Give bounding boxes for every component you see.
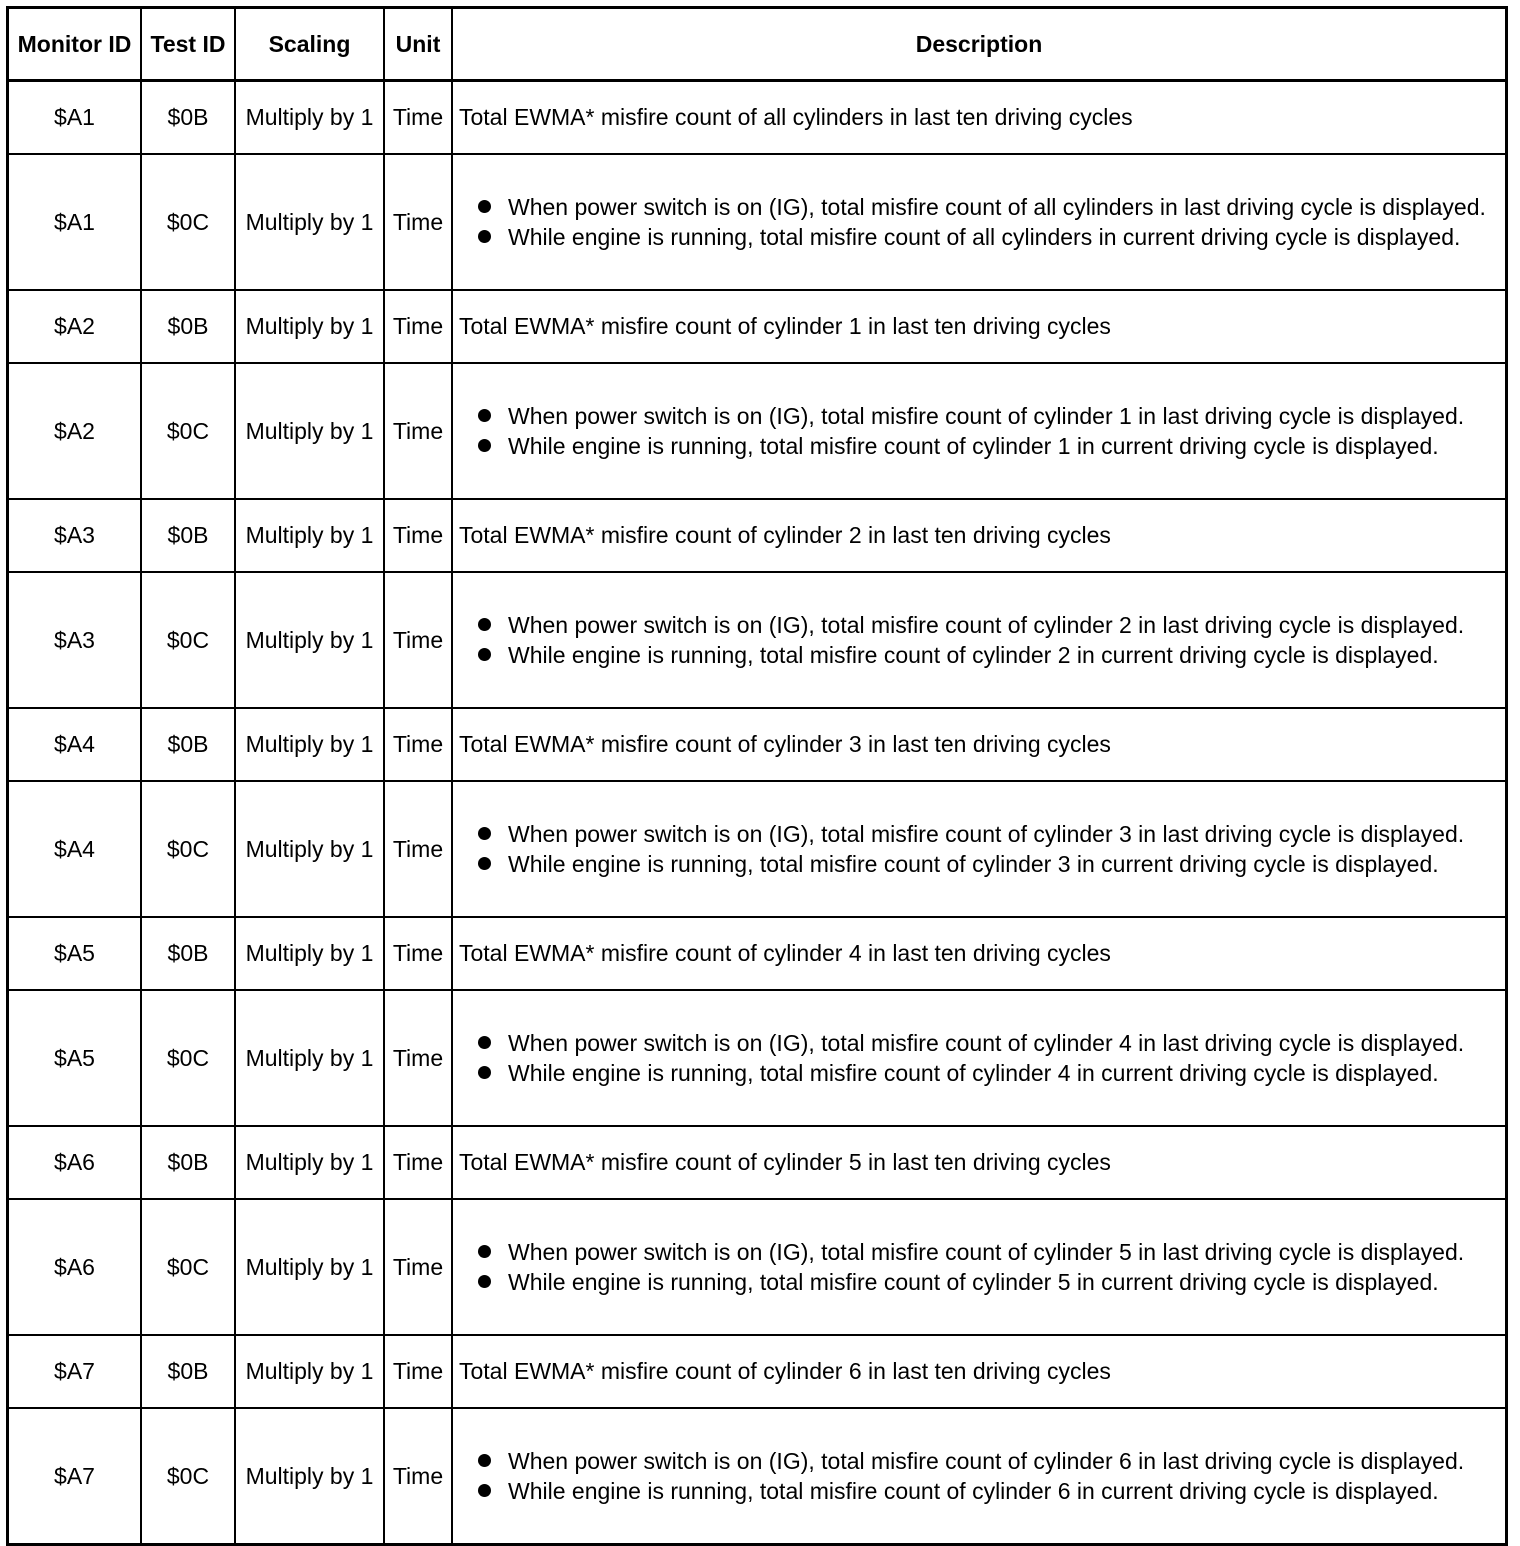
monitor-id-cell: $A7 (8, 1335, 142, 1408)
test-id-cell: $0C (141, 1199, 235, 1335)
description-bullet-item: While engine is running, total misfire count of cylinder 6 in current driving cycle is displayed. (508, 1476, 1499, 1506)
table-row (8, 708, 1507, 781)
unit-cell: Time (384, 781, 452, 917)
description-text: Total EWMA* misfire count of cylinder 1 in last ten driving cycles (459, 313, 1111, 339)
monitor-id-cell: $A2 (8, 363, 142, 499)
description-cell (452, 290, 1507, 363)
scaling-cell: Multiply by 1 (235, 781, 384, 917)
table-row (8, 990, 1507, 1126)
test-id-cell: $0C (141, 1408, 235, 1545)
scaling-cell: Multiply by 1 (235, 290, 384, 363)
table-row (8, 154, 1507, 290)
unit-cell: Time (384, 363, 452, 499)
table-row (8, 363, 1507, 499)
description-cell (452, 990, 1507, 1126)
header-unit: Unit (384, 8, 452, 81)
monitor-id-cell: $A7 (8, 1408, 142, 1545)
scaling-cell: Multiply by 1 (235, 572, 384, 708)
test-id-cell: $0C (141, 154, 235, 290)
test-id-cell: $0C (141, 572, 235, 708)
scaling-cell: Multiply by 1 (235, 708, 384, 781)
table-row (8, 81, 1507, 155)
description-text: Total EWMA* misfire count of cylinder 3 in last ten driving cycles (459, 731, 1111, 757)
description-text: Total EWMA* misfire count of cylinder 6 in last ten driving cycles (459, 1358, 1111, 1384)
unit-cell: Time (384, 1408, 452, 1545)
table-row (8, 917, 1507, 990)
description-bullet-item: While engine is running, total misfire count of cylinder 2 in current driving cycle is displayed. (508, 640, 1499, 670)
scaling-cell: Multiply by 1 (235, 154, 384, 290)
monitor-id-cell: $A3 (8, 572, 142, 708)
description-cell (452, 781, 1507, 917)
description-text: Total EWMA* misfire count of cylinder 5 in last ten driving cycles (459, 1149, 1111, 1175)
unit-cell: Time (384, 990, 452, 1126)
description-bullet-item: When power switch is on (IG), total misfire count of cylinder 6 in last driving cycle is displayed. (508, 1446, 1499, 1476)
table-row (8, 1199, 1507, 1335)
description-cell (452, 1335, 1507, 1408)
scaling-cell: Multiply by 1 (235, 917, 384, 990)
monitor-id-cell: $A6 (8, 1126, 142, 1199)
description-bullet-list (453, 1028, 1505, 1088)
description-bullet-item: When power switch is on (IG), total misfire count of cylinder 4 in last driving cycle is displayed. (508, 1028, 1499, 1058)
scaling-cell: Multiply by 1 (235, 1335, 384, 1408)
unit-cell: Time (384, 1199, 452, 1335)
monitor-id-cell: $A3 (8, 499, 142, 572)
unit-cell: Time (384, 708, 452, 781)
header-monitor-id: Monitor ID (8, 8, 142, 81)
test-id-cell: $0C (141, 363, 235, 499)
description-cell (452, 708, 1507, 781)
test-id-cell: $0B (141, 1126, 235, 1199)
monitor-id-cell: $A2 (8, 290, 142, 363)
test-id-cell: $0B (141, 917, 235, 990)
unit-cell: Time (384, 917, 452, 990)
monitor-id-cell: $A4 (8, 781, 142, 917)
description-bullet-item: When power switch is on (IG), total misfire count of cylinder 1 in last driving cycle is displayed. (508, 401, 1499, 431)
scaling-cell: Multiply by 1 (235, 1126, 384, 1199)
description-bullet-item: When power switch is on (IG), total misfire count of cylinder 2 in last driving cycle is displayed. (508, 610, 1499, 640)
description-bullet-list (453, 401, 1505, 461)
description-cell (452, 363, 1507, 499)
scaling-cell: Multiply by 1 (235, 81, 384, 155)
description-bullet-item: When power switch is on (IG), total misfire count of all cylinders in last driving cycle is displayed. (508, 192, 1499, 222)
header-description: Description (452, 8, 1507, 81)
unit-cell: Time (384, 154, 452, 290)
description-cell (452, 572, 1507, 708)
table-row (8, 1126, 1507, 1199)
description-bullet-item: When power switch is on (IG), total misfire count of cylinder 5 in last driving cycle is displayed. (508, 1237, 1499, 1267)
description-text: Total EWMA* misfire count of cylinder 2 in last ten driving cycles (459, 522, 1111, 548)
description-text: Total EWMA* misfire count of cylinder 4 in last ten driving cycles (459, 940, 1111, 966)
description-cell (452, 1126, 1507, 1199)
unit-cell: Time (384, 572, 452, 708)
test-id-cell: $0B (141, 499, 235, 572)
description-cell (452, 81, 1507, 155)
unit-cell: Time (384, 1335, 452, 1408)
description-bullet-item: While engine is running, total misfire count of cylinder 3 in current driving cycle is displayed. (508, 849, 1499, 879)
monitor-test-table (6, 6, 1508, 1546)
monitor-id-cell: $A4 (8, 708, 142, 781)
description-cell (452, 917, 1507, 990)
table-row (8, 499, 1507, 572)
table-row (8, 1408, 1507, 1545)
description-cell (452, 154, 1507, 290)
table-row (8, 781, 1507, 917)
description-bullet-item: While engine is running, total misfire count of cylinder 5 in current driving cycle is displayed. (508, 1267, 1499, 1297)
description-cell (452, 1408, 1507, 1545)
test-id-cell: $0B (141, 1335, 235, 1408)
description-bullet-list (453, 1446, 1505, 1506)
scaling-cell: Multiply by 1 (235, 363, 384, 499)
monitor-id-cell: $A6 (8, 1199, 142, 1335)
description-text: Total EWMA* misfire count of all cylinders in last ten driving cycles (459, 104, 1133, 130)
table-body (8, 81, 1507, 1545)
monitor-id-cell: $A5 (8, 917, 142, 990)
table-row (8, 572, 1507, 708)
scaling-cell: Multiply by 1 (235, 990, 384, 1126)
description-bullet-list (453, 819, 1505, 879)
test-id-cell: $0B (141, 290, 235, 363)
table-row (8, 290, 1507, 363)
test-id-cell: $0B (141, 81, 235, 155)
unit-cell: Time (384, 290, 452, 363)
unit-cell: Time (384, 81, 452, 155)
description-bullet-item: While engine is running, total misfire count of cylinder 4 in current driving cycle is displayed. (508, 1058, 1499, 1088)
test-id-cell: $0C (141, 781, 235, 917)
header-scaling: Scaling (235, 8, 384, 81)
scaling-cell: Multiply by 1 (235, 499, 384, 572)
description-cell (452, 499, 1507, 572)
description-cell (452, 1199, 1507, 1335)
table-row (8, 1335, 1507, 1408)
description-bullet-item: While engine is running, total misfire count of cylinder 1 in current driving cycle is displayed. (508, 431, 1499, 461)
monitor-id-cell: $A1 (8, 81, 142, 155)
scaling-cell: Multiply by 1 (235, 1199, 384, 1335)
header-test-id: Test ID (141, 8, 235, 81)
unit-cell: Time (384, 499, 452, 572)
unit-cell: Time (384, 1126, 452, 1199)
scaling-cell: Multiply by 1 (235, 1408, 384, 1545)
description-bullet-list (453, 610, 1505, 670)
monitor-id-cell: $A1 (8, 154, 142, 290)
description-bullet-list (453, 192, 1505, 252)
description-bullet-item: When power switch is on (IG), total misfire count of cylinder 3 in last driving cycle is displayed. (508, 819, 1499, 849)
table-header-row (8, 8, 1507, 81)
test-id-cell: $0C (141, 990, 235, 1126)
test-id-cell: $0B (141, 708, 235, 781)
description-bullet-list (453, 1237, 1505, 1297)
description-bullet-item: While engine is running, total misfire count of all cylinders in current driving cycle is displayed. (508, 222, 1499, 252)
monitor-id-cell: $A5 (8, 990, 142, 1126)
